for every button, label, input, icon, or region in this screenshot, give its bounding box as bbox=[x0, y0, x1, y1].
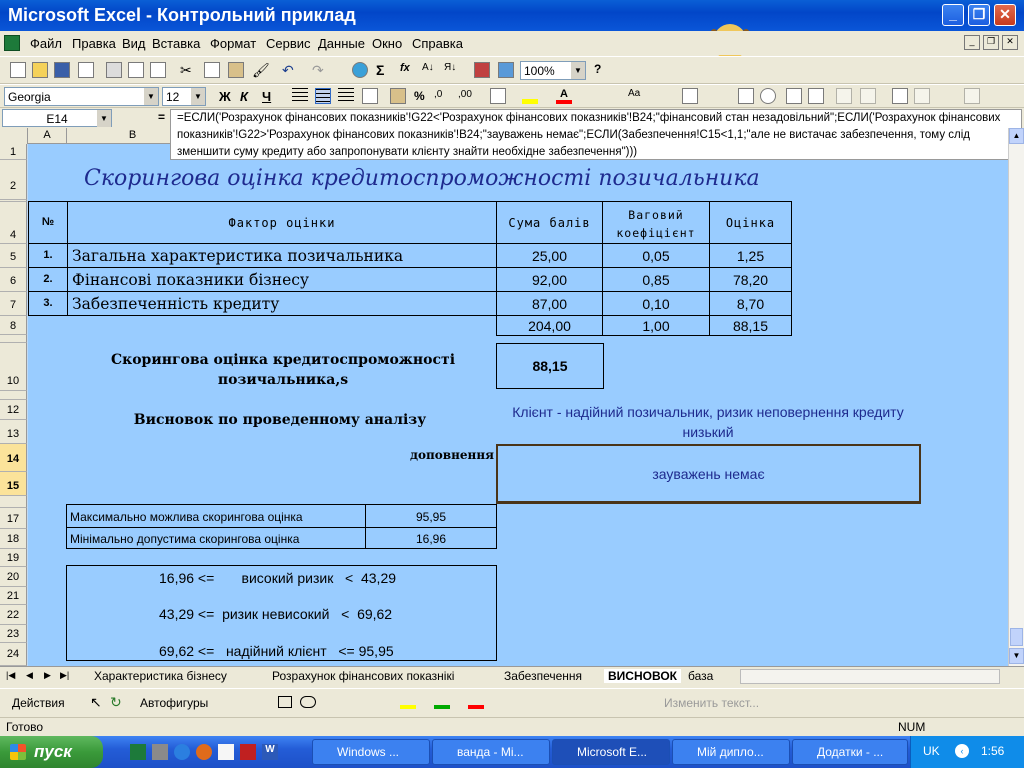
font-color-icon[interactable] bbox=[468, 705, 484, 709]
menu-view[interactable]: Вид bbox=[122, 36, 146, 51]
table-cell: 25,00 bbox=[496, 243, 603, 268]
excel-doc-icon[interactable] bbox=[4, 35, 20, 51]
sheet-tab[interactable]: Розрахунок фінансових показнікі bbox=[272, 669, 455, 683]
table-cell: 0,85 bbox=[602, 267, 710, 292]
total-cell: 204,00 bbox=[496, 315, 603, 336]
conclusion-text: Клієнт - надійний позичальник, ризик неповернення кредиту низький bbox=[512, 404, 904, 440]
doc-close-button[interactable]: ✕ bbox=[1002, 35, 1018, 50]
row-header[interactable]: 4 bbox=[0, 202, 27, 244]
score-value: 88,15 bbox=[496, 343, 604, 389]
fill-color-icon[interactable] bbox=[400, 705, 416, 709]
chevron-down-icon: ▼ bbox=[97, 110, 111, 127]
row-header[interactable]: 19 bbox=[0, 549, 27, 567]
app2-quicklaunch-icon[interactable] bbox=[240, 744, 256, 760]
page-title: Скорингова оцінка кредитоспроможності позичальника bbox=[84, 166, 760, 191]
rotate-icon[interactable]: ↻ bbox=[110, 694, 122, 710]
addition-label: доповнення bbox=[410, 448, 494, 462]
menu-service[interactable]: Сервис bbox=[266, 36, 311, 51]
row-header[interactable]: 15 bbox=[0, 472, 27, 496]
last-sheet-icon[interactable]: ▶| bbox=[60, 670, 70, 680]
sort-descending-icon[interactable]: Я↓ bbox=[444, 62, 457, 73]
formula-input[interactable]: =ЕСЛИ('Розрахунок фінансових показників'!G22<'Розрахунок фінансових показників'!B24;"фінансовий стан незадовільний";ЕСЛИ('Розрахунок фінансових показників'!G22>'Розрахунок фінансових показників'!B24;"зауважень немає";ЕСЛИ(Забезпечення!C15<1,1;"але не вистачає забезпечення, тому слід зменшити суму кредиту або запропонувати клієнту знайти необхідне забезпечення"))) bbox=[170, 109, 1022, 160]
font-size-select[interactable] bbox=[162, 87, 206, 106]
group-icon[interactable] bbox=[836, 88, 852, 104]
open-icon[interactable] bbox=[32, 62, 48, 78]
column-header[interactable]: A bbox=[28, 128, 67, 144]
row-header[interactable]: 14 bbox=[0, 444, 27, 472]
table-cell: 0,10 bbox=[602, 291, 710, 316]
row-header[interactable]: 8 bbox=[0, 316, 27, 335]
rectangle-icon[interactable] bbox=[278, 696, 292, 708]
scale-mid: надійний клієнт bbox=[225, 643, 327, 659]
status-ready: Готово bbox=[6, 720, 44, 734]
edit-text-button[interactable]: Изменить текст... bbox=[664, 696, 760, 710]
clock: 1:56 bbox=[981, 744, 1005, 758]
app-quicklaunch-icon[interactable] bbox=[218, 744, 234, 760]
total-cell: 1,00 bbox=[602, 315, 710, 336]
system-tray bbox=[910, 736, 1024, 768]
properties-icon[interactable] bbox=[964, 88, 980, 104]
oval-icon[interactable] bbox=[300, 696, 316, 708]
tray-arrow-icon[interactable]: ‹ bbox=[955, 744, 969, 758]
table-header: Ваговий коефіцієнт bbox=[602, 201, 710, 244]
scroll-up-icon[interactable]: ▲ bbox=[1009, 128, 1024, 144]
table-cell: 1,25 bbox=[709, 243, 792, 268]
textbox-icon[interactable] bbox=[682, 88, 698, 104]
name-box-value: E14 bbox=[46, 112, 68, 126]
scale-op: < bbox=[341, 606, 350, 622]
menu-window[interactable]: Окно bbox=[372, 36, 403, 51]
font-select[interactable] bbox=[4, 87, 159, 106]
menu-edit[interactable]: Правка bbox=[72, 36, 116, 51]
row-header[interactable]: 7 bbox=[0, 292, 27, 316]
conclusion-label: Висновок по проведенному аналізу bbox=[133, 412, 427, 428]
sort-ascending-icon[interactable]: A↓ bbox=[422, 62, 434, 73]
title-bar bbox=[0, 0, 1024, 31]
windows-logo-icon bbox=[10, 744, 26, 760]
bold-button[interactable]: Ж bbox=[219, 89, 231, 104]
row-header[interactable]: 5 bbox=[0, 244, 27, 268]
zoom-value: 100% bbox=[524, 64, 555, 78]
scale-mid: ризик невисокий bbox=[222, 606, 330, 622]
next-sheet-icon[interactable]: ▶ bbox=[44, 670, 51, 680]
scale-hi: 43,29 bbox=[360, 570, 397, 586]
table-cell: 3. bbox=[28, 291, 68, 316]
scale-hi: 69,62 bbox=[357, 606, 393, 622]
name-box[interactable] bbox=[2, 109, 112, 127]
combo-icon[interactable] bbox=[808, 88, 824, 104]
checkbox-icon[interactable] bbox=[738, 88, 754, 104]
format-painter-icon[interactable]: 🖌 bbox=[252, 62, 270, 78]
table-cell: 92,00 bbox=[496, 267, 603, 292]
select-objects-icon[interactable]: ↖ bbox=[90, 694, 102, 710]
limit-value: 16,96 bbox=[365, 527, 497, 549]
redo-icon[interactable]: ↷ bbox=[312, 62, 324, 78]
scroll-thumb[interactable] bbox=[1010, 628, 1023, 646]
row-header[interactable]: 12 bbox=[0, 400, 27, 420]
fill-color-icon[interactable] bbox=[522, 88, 538, 104]
chart-wizard-icon[interactable] bbox=[474, 62, 490, 78]
taskbar bbox=[0, 736, 1024, 768]
sheet-tab[interactable]: база bbox=[688, 669, 714, 683]
doc-minimize-button[interactable]: _ bbox=[964, 35, 980, 50]
limit-label: Максимально можлива скорингова оцінка bbox=[66, 504, 366, 528]
task-button[interactable]: Мій дипло... bbox=[672, 739, 790, 765]
underline-button[interactable]: Ч bbox=[262, 89, 272, 104]
font-size-value: 12 bbox=[166, 90, 180, 104]
radio-icon[interactable] bbox=[760, 88, 776, 104]
table-cell: Загальна характеристика позичальника bbox=[67, 243, 497, 268]
table-cell: Забезпеченність кредиту bbox=[67, 291, 497, 316]
menu-bar bbox=[0, 31, 1024, 55]
scoring-table bbox=[28, 201, 792, 336]
text-style-icon[interactable]: Aa bbox=[628, 88, 641, 99]
word-quicklaunch-icon[interactable]: W bbox=[262, 744, 278, 760]
sheet-tab-active[interactable]: ВИСНОВОК bbox=[604, 669, 681, 683]
drawing-toolbar bbox=[0, 688, 1024, 716]
row-header[interactable]: 1 bbox=[0, 144, 27, 160]
ie-quicklaunch-icon[interactable] bbox=[174, 744, 190, 760]
menu-data[interactable]: Данные bbox=[318, 36, 365, 51]
scale-lo: 69,62 <= bbox=[159, 643, 215, 659]
spinner-icon[interactable] bbox=[892, 88, 908, 104]
standard-toolbar bbox=[0, 56, 1024, 84]
task-button[interactable]: Windows ... bbox=[312, 739, 430, 765]
row-header[interactable] bbox=[0, 496, 27, 508]
restore-button[interactable]: ❐ bbox=[968, 4, 990, 26]
save-icon[interactable] bbox=[54, 62, 70, 78]
scale-lo: 16,96 <= bbox=[159, 570, 215, 586]
table-cell: 8,70 bbox=[709, 291, 792, 316]
start-button[interactable] bbox=[0, 736, 103, 768]
drawing-icon[interactable] bbox=[498, 62, 514, 78]
language-indicator[interactable]: UK bbox=[923, 744, 940, 758]
status-num: NUM bbox=[898, 720, 926, 734]
scale-op: <= bbox=[338, 643, 355, 659]
start-label: пуск bbox=[34, 742, 72, 761]
row-header[interactable]: 13 bbox=[0, 420, 27, 444]
row-header[interactable] bbox=[0, 391, 27, 400]
formula-equals-icon: = bbox=[158, 110, 166, 124]
row-header[interactable]: 2 bbox=[0, 160, 27, 200]
table-cell: 1. bbox=[28, 243, 68, 268]
table-cell: Фінансові показники бізнесу bbox=[67, 267, 497, 292]
select-all-corner[interactable] bbox=[0, 128, 28, 144]
minimize-button[interactable]: _ bbox=[942, 4, 964, 26]
scale-row bbox=[159, 606, 392, 622]
desktop-quicklaunch-icon[interactable] bbox=[152, 744, 168, 760]
align-center-icon[interactable] bbox=[315, 88, 331, 104]
row-header[interactable]: 6 bbox=[0, 268, 27, 292]
limit-value: 95,95 bbox=[365, 504, 497, 528]
scroll-down-icon[interactable]: ▼ bbox=[1009, 648, 1024, 664]
menu-help[interactable]: Справка bbox=[412, 36, 463, 51]
row-header[interactable]: 24 bbox=[0, 643, 27, 666]
font-value: Georgia bbox=[8, 90, 51, 104]
table-header: Фактор оцінки bbox=[67, 201, 497, 244]
table-cell: 87,00 bbox=[496, 291, 603, 316]
prev-sheet-icon[interactable]: ◀ bbox=[26, 670, 33, 680]
row-header[interactable]: 20 bbox=[0, 567, 27, 587]
scale-row bbox=[159, 643, 394, 659]
row-header[interactable]: 21 bbox=[0, 587, 27, 605]
hyperlink-icon[interactable] bbox=[352, 62, 368, 78]
line-color-icon[interactable] bbox=[434, 705, 450, 709]
limit-label: Мінімально допустима скорингова оцінка bbox=[66, 527, 366, 549]
autosum-icon[interactable]: Σ bbox=[376, 62, 385, 78]
merge-center-icon[interactable] bbox=[362, 88, 378, 104]
scrollbar-control-icon[interactable] bbox=[914, 88, 930, 104]
task-button-active[interactable]: Microsoft E... bbox=[552, 739, 670, 765]
scale-mid: високий ризик bbox=[241, 570, 334, 586]
table-header: Сума балів bbox=[496, 201, 603, 244]
chevron-down-icon: ▼ bbox=[191, 88, 205, 105]
task-button[interactable]: Додатки - ... bbox=[792, 739, 908, 765]
ungroup-icon[interactable] bbox=[860, 88, 876, 104]
horizontal-scrollbar[interactable] bbox=[740, 669, 1000, 684]
score-label: Скорингова оцінка кредитоспроможності позичальника,s bbox=[110, 352, 456, 388]
menu-format[interactable]: Формат bbox=[210, 36, 257, 51]
increase-decimal-button[interactable]: ,0 bbox=[434, 89, 443, 100]
doc-restore-button[interactable]: ❐ bbox=[983, 35, 999, 50]
new-icon[interactable] bbox=[10, 62, 26, 78]
paste-icon[interactable] bbox=[228, 62, 244, 78]
sheet-tab[interactable]: Характеристика бізнесу bbox=[94, 669, 227, 683]
row-header[interactable] bbox=[0, 335, 27, 343]
zoom-select[interactable] bbox=[520, 61, 586, 80]
help-icon[interactable]: ? bbox=[594, 62, 602, 76]
addition-value-selected-cell[interactable]: зауважень немає bbox=[496, 444, 921, 504]
print-icon[interactable] bbox=[106, 62, 122, 78]
align-left-icon[interactable] bbox=[292, 88, 308, 104]
copy-icon[interactable] bbox=[204, 62, 220, 78]
table-header: Оцінка bbox=[709, 201, 792, 244]
row-header[interactable]: 17 bbox=[0, 508, 27, 529]
permission-icon[interactable] bbox=[78, 62, 94, 78]
formatting-toolbar bbox=[0, 84, 1024, 108]
close-button[interactable]: ✕ bbox=[994, 4, 1016, 26]
row-header[interactable]: 10 bbox=[0, 343, 27, 391]
italic-button[interactable]: К bbox=[240, 89, 248, 104]
undo-icon[interactable]: ↶ bbox=[282, 62, 294, 78]
table-cell: 2. bbox=[28, 267, 68, 292]
chevron-down-icon: ▼ bbox=[571, 62, 585, 79]
column-header[interactable]: B bbox=[67, 128, 199, 144]
font-color-icon[interactable]: A bbox=[556, 88, 572, 104]
scale-op: < bbox=[345, 570, 354, 586]
borders-icon[interactable] bbox=[490, 88, 506, 104]
cut-icon[interactable]: ✂ bbox=[180, 62, 192, 78]
vertical-scrollbar[interactable] bbox=[1008, 128, 1024, 666]
status-bar bbox=[0, 717, 1024, 736]
function-icon[interactable]: fx bbox=[400, 62, 410, 74]
table-header: № bbox=[28, 201, 68, 244]
percent-button[interactable]: % bbox=[414, 89, 425, 103]
total-cell: 88,15 bbox=[709, 315, 792, 336]
chevron-down-icon: ▼ bbox=[144, 88, 158, 105]
autoshapes-menu[interactable]: Автофигуры bbox=[140, 696, 209, 710]
spelling-icon[interactable] bbox=[150, 62, 166, 78]
menu-insert[interactable]: Вставка bbox=[152, 36, 201, 51]
sheet-tabs-bar bbox=[0, 666, 1024, 686]
print-preview-icon[interactable] bbox=[128, 62, 144, 78]
actions-menu[interactable]: Действия bbox=[12, 696, 65, 710]
row-header[interactable]: 22 bbox=[0, 605, 27, 625]
table-cell: 78,20 bbox=[709, 267, 792, 292]
scale-lo: 43,29 <= bbox=[159, 606, 215, 622]
table-cell: 0,05 bbox=[602, 243, 710, 268]
first-sheet-icon[interactable]: |◀ bbox=[6, 670, 16, 680]
excel-quicklaunch-icon[interactable] bbox=[130, 744, 146, 760]
window-title: Microsoft Excel - Контрольний приклад bbox=[8, 5, 356, 25]
decrease-decimal-button[interactable]: ,00 bbox=[458, 89, 472, 100]
currency-icon[interactable] bbox=[390, 88, 406, 104]
task-button[interactable]: ванда - Mi... bbox=[432, 739, 550, 765]
menu-file[interactable]: Файл bbox=[30, 36, 62, 51]
media-quicklaunch-icon[interactable] bbox=[196, 744, 212, 760]
row-header[interactable]: 18 bbox=[0, 529, 27, 549]
row-header[interactable]: 23 bbox=[0, 625, 27, 643]
scale-row bbox=[159, 570, 396, 586]
scale-hi: 95,95 bbox=[358, 643, 394, 659]
risk-scale-box bbox=[66, 565, 497, 661]
align-right-icon[interactable] bbox=[338, 88, 354, 104]
list-icon[interactable] bbox=[786, 88, 802, 104]
sheet-tab[interactable]: Забезпечення bbox=[504, 669, 583, 683]
